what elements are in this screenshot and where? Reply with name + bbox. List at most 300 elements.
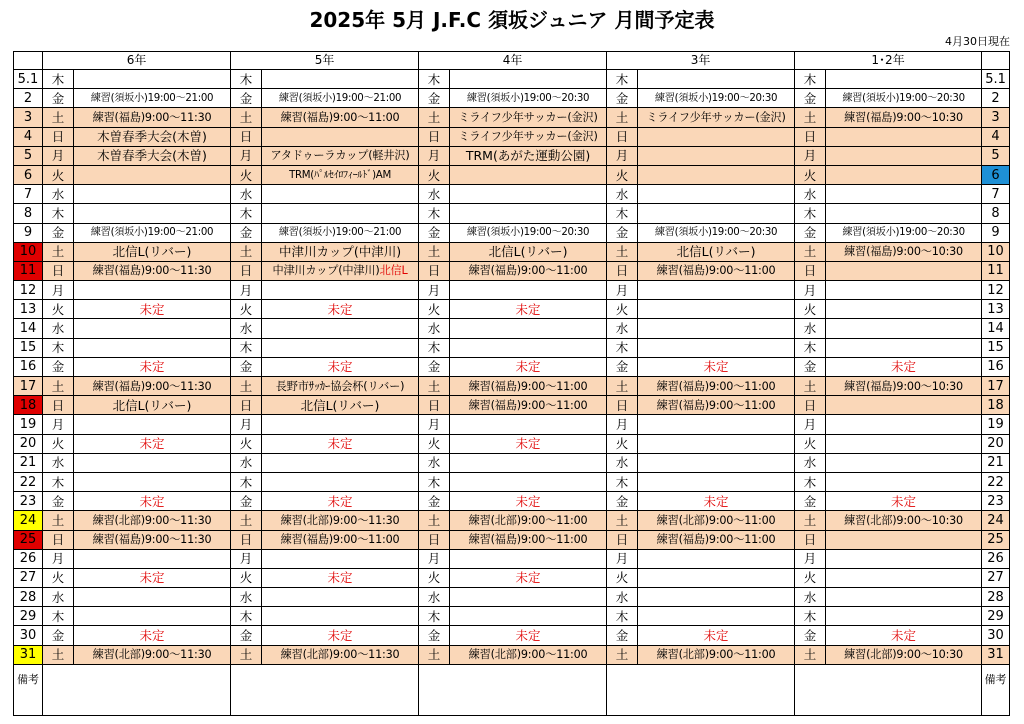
event-cell-grade-1-2: [826, 165, 982, 184]
weekday-cell: 火: [607, 300, 638, 319]
weekday-cell: 木: [43, 204, 74, 223]
event-cell-grade-1-2: [826, 568, 982, 587]
table-row: [14, 70, 1010, 89]
weekday-cell: 日: [419, 396, 450, 415]
weekday-cell: 水: [231, 319, 262, 338]
date-cell: 17: [14, 377, 43, 396]
notes-label-right: 備考: [982, 664, 1010, 715]
event-cell-grade-6: [74, 281, 231, 300]
event-cell-grade-6: 練習(福島)9:00～11:30: [74, 377, 231, 396]
weekday-cell: 火: [231, 165, 262, 184]
event-cell-grade-5: [262, 588, 419, 607]
weekday-cell: 水: [231, 588, 262, 607]
weekday-cell: 金: [607, 223, 638, 242]
date-cell-right: 5: [982, 146, 1010, 165]
weekday-cell: 火: [607, 568, 638, 587]
event-cell-grade-6: [74, 588, 231, 607]
weekday-cell: 土: [419, 242, 450, 261]
event-cell-grade-6: 未定: [74, 492, 231, 511]
weekday-cell: 火: [43, 568, 74, 587]
event-cell-grade-6: 未定: [74, 626, 231, 645]
weekday-cell: 土: [795, 645, 826, 664]
table-row: [14, 396, 1010, 415]
event-cell-grade-3: 未定: [638, 492, 795, 511]
weekday-cell: 日: [607, 530, 638, 549]
weekday-cell: 日: [795, 396, 826, 415]
date-cell: 23: [14, 492, 43, 511]
event-cell-grade-5: 未定: [262, 492, 419, 511]
table-row: [14, 127, 1010, 146]
date-cell: 2: [14, 89, 43, 108]
event-cell-grade-5: 練習(北部)9:00～11:30: [262, 511, 419, 530]
event-cell-grade-3: [638, 165, 795, 184]
weekday-cell: 土: [795, 511, 826, 530]
weekday-cell: 日: [607, 261, 638, 280]
weekday-cell: 金: [43, 626, 74, 645]
weekday-cell: 木: [607, 204, 638, 223]
weekday-cell: 火: [419, 300, 450, 319]
event-cell-grade-1-2: [826, 146, 982, 165]
weekday-cell: 月: [419, 146, 450, 165]
event-cell-grade-6: 未定: [74, 568, 231, 587]
event-cell-grade-4: [450, 338, 607, 357]
date-cell: 3: [14, 108, 43, 127]
table-row: [14, 185, 1010, 204]
table-row: [14, 415, 1010, 434]
date-cell-right: 4: [982, 127, 1010, 146]
weekday-cell: 日: [43, 530, 74, 549]
schedule-table: [13, 51, 1010, 716]
event-cell-grade-1-2: [826, 472, 982, 491]
event-cell-grade-1-2: [826, 127, 982, 146]
weekday-cell: 月: [607, 281, 638, 300]
weekday-cell: 水: [795, 588, 826, 607]
event-cell-grade-5: 長野市ｻｯｶｰ協会杯(リバー): [262, 377, 419, 396]
event-cell-grade-1-2: 未定: [826, 492, 982, 511]
weekday-cell: 木: [607, 70, 638, 89]
weekday-cell: 土: [419, 377, 450, 396]
weekday-cell: 土: [43, 108, 74, 127]
header-grade-4: 4年: [419, 52, 607, 70]
event-cell-grade-4: ミライフ少年サッカー(金沢): [450, 127, 607, 146]
as-of-date: 4月30日現在: [945, 35, 1010, 48]
weekday-cell: 木: [607, 338, 638, 357]
weekday-cell: 土: [419, 511, 450, 530]
weekday-cell: 日: [607, 127, 638, 146]
event-cell-grade-5: 未定: [262, 434, 419, 453]
date-cell-right: 28: [982, 588, 1010, 607]
event-cell-grade-1-2: [826, 396, 982, 415]
event-cell-grade-6: [74, 70, 231, 89]
event-cell-grade-1-2: 練習(須坂小)19:00～20:30: [826, 89, 982, 108]
date-cell-right: 18: [982, 396, 1010, 415]
event-cell-grade-1-2: [826, 453, 982, 472]
weekday-cell: 水: [795, 319, 826, 338]
event-cell-grade-6: [74, 338, 231, 357]
event-cell-grade-5: 中津川カップ(中津川): [262, 242, 419, 261]
event-cell-grade-1-2: [826, 300, 982, 319]
event-cell-grade-5: アタドゥーラカップ(軽井沢): [262, 146, 419, 165]
event-cell-grade-3: [638, 588, 795, 607]
event-cell-grade-3: [638, 549, 795, 568]
date-cell: 30: [14, 626, 43, 645]
weekday-cell: 水: [419, 588, 450, 607]
event-cell-grade-6: [74, 453, 231, 472]
table-row: [14, 588, 1010, 607]
event-cell-grade-4: [450, 453, 607, 472]
weekday-cell: 月: [795, 281, 826, 300]
date-cell-right: 5.1: [982, 70, 1010, 89]
weekday-cell: 月: [419, 415, 450, 434]
weekday-cell: 金: [419, 626, 450, 645]
event-cell-grade-4: 北信L(リバー): [450, 242, 607, 261]
event-cell-grade-3: 練習(福島)9:00～11:00: [638, 396, 795, 415]
weekday-cell: 水: [795, 453, 826, 472]
event-cell-grade-4: [450, 165, 607, 184]
table-row: [14, 89, 1010, 108]
weekday-cell: 金: [795, 492, 826, 511]
event-cell-grade-4: TRM(あがた運動公園): [450, 146, 607, 165]
event-cell-grade-1-2: 練習(北部)9:00～10:30: [826, 645, 982, 664]
weekday-cell: 月: [231, 415, 262, 434]
weekday-cell: 木: [231, 204, 262, 223]
weekday-cell: 木: [795, 204, 826, 223]
event-cell-grade-3: [638, 472, 795, 491]
weekday-cell: 日: [43, 396, 74, 415]
event-cell-grade-3: [638, 415, 795, 434]
weekday-cell: 水: [231, 185, 262, 204]
weekday-cell: 木: [231, 472, 262, 491]
event-cell-grade-6: [74, 185, 231, 204]
event-cell-grade-1-2: [826, 185, 982, 204]
event-cell-grade-4: 未定: [450, 300, 607, 319]
date-cell: 7: [14, 185, 43, 204]
table-row: [14, 472, 1010, 491]
event-cell-grade-6: 練習(北部)9:00～11:30: [74, 645, 231, 664]
header-grade-5: 5年: [231, 52, 419, 70]
weekday-cell: 火: [419, 568, 450, 587]
table-row: [14, 530, 1010, 549]
table-row: [14, 146, 1010, 165]
weekday-cell: 日: [795, 261, 826, 280]
table-row: [14, 319, 1010, 338]
date-cell: 26: [14, 549, 43, 568]
weekday-cell: 土: [607, 511, 638, 530]
event-cell-grade-4: 練習(北部)9:00～11:00: [450, 645, 607, 664]
weekday-cell: 木: [419, 70, 450, 89]
event-cell-grade-5: [262, 185, 419, 204]
event-cell-grade-5: 練習(福島)9:00～11:00: [262, 530, 419, 549]
weekday-cell: 日: [419, 530, 450, 549]
event-cell-grade-3: 未定: [638, 626, 795, 645]
weekday-cell: 土: [231, 511, 262, 530]
event-cell-grade-1-2: 未定: [826, 626, 982, 645]
table-row: [14, 300, 1010, 319]
event-cell-grade-6: 木曽春季大会(木曽): [74, 146, 231, 165]
event-cell-grade-3: [638, 300, 795, 319]
event-cell-grade-5: TRM(ﾊﾟﾙｾｲﾛﾌｨｰﾙﾄﾞ)AM: [262, 165, 419, 184]
weekday-cell: 木: [419, 607, 450, 626]
table-row: [14, 108, 1010, 127]
date-cell: 16: [14, 357, 43, 376]
page-title: 2025年 5月 J.F.C 須坂ジュニア 月間予定表: [309, 8, 715, 32]
date-cell: 6: [14, 165, 43, 184]
header-corner-right: [982, 52, 1010, 70]
notes-cell-grade-1-2: [795, 664, 982, 715]
event-cell-grade-1-2: [826, 261, 982, 280]
weekday-cell: 水: [607, 453, 638, 472]
event-cell-grade-5: [262, 415, 419, 434]
event-cell-grade-4: 練習(北部)9:00～11:00: [450, 511, 607, 530]
event-cell-grade-4: [450, 472, 607, 491]
date-cell-right: 24: [982, 511, 1010, 530]
weekday-cell: 水: [795, 185, 826, 204]
table-row: [14, 453, 1010, 472]
event-cell-grade-3: 北信L(リバー): [638, 242, 795, 261]
event-cell-grade-6: 木曽春季大会(木曽): [74, 127, 231, 146]
date-cell: 22: [14, 472, 43, 491]
event-cell-grade-5: 未定: [262, 300, 419, 319]
weekday-cell: 土: [795, 108, 826, 127]
weekday-cell: 金: [795, 626, 826, 645]
event-cell-grade-5: [262, 453, 419, 472]
date-cell-right: 9: [982, 223, 1010, 242]
event-cell-grade-1-2: 練習(福島)9:00～10:30: [826, 242, 982, 261]
event-cell-grade-3: [638, 127, 795, 146]
event-cell-grade-4: [450, 185, 607, 204]
event-cell-grade-6: 練習(福島)9:00～11:30: [74, 261, 231, 280]
date-cell: 4: [14, 127, 43, 146]
table-row: [14, 357, 1010, 376]
date-cell-right: 3: [982, 108, 1010, 127]
weekday-cell: 土: [795, 242, 826, 261]
event-text: 中津川カップ(中津川): [272, 264, 380, 278]
header-grade-6: 6年: [43, 52, 231, 70]
date-cell-right: 16: [982, 357, 1010, 376]
date-cell-right: 12: [982, 281, 1010, 300]
weekday-cell: 土: [607, 645, 638, 664]
weekday-cell: 水: [607, 185, 638, 204]
weekday-cell: 金: [43, 357, 74, 376]
event-cell-grade-5: 練習(須坂小)19:00～21:00: [262, 89, 419, 108]
date-cell-right: 14: [982, 319, 1010, 338]
event-cell-grade-5: 未定: [262, 357, 419, 376]
event-cell-grade-3: [638, 70, 795, 89]
event-cell-grade-4: [450, 549, 607, 568]
date-cell: 21: [14, 453, 43, 472]
weekday-cell: 土: [419, 645, 450, 664]
event-cell-grade-5: [262, 281, 419, 300]
weekday-cell: 火: [231, 434, 262, 453]
notes-cell-grade-5: [231, 664, 419, 715]
date-cell-right: 20: [982, 434, 1010, 453]
date-cell-right: 17: [982, 377, 1010, 396]
weekday-cell: 水: [43, 588, 74, 607]
weekday-cell: 金: [43, 223, 74, 242]
date-cell-right: 29: [982, 607, 1010, 626]
weekday-cell: 金: [795, 89, 826, 108]
weekday-cell: 土: [43, 511, 74, 530]
weekday-cell: 水: [419, 319, 450, 338]
table-row: [14, 626, 1010, 645]
weekday-cell: 火: [795, 434, 826, 453]
notes-cell-grade-3: [607, 664, 795, 715]
weekday-cell: 金: [607, 492, 638, 511]
weekday-cell: 木: [43, 472, 74, 491]
weekday-cell: 土: [607, 242, 638, 261]
event-cell-grade-5: [262, 338, 419, 357]
event-cell-grade-3: [638, 607, 795, 626]
date-cell: 18: [14, 396, 43, 415]
weekday-cell: 月: [419, 281, 450, 300]
event-cell-grade-1-2: 未定: [826, 357, 982, 376]
table-row: [14, 281, 1010, 300]
date-cell: 29: [14, 607, 43, 626]
weekday-cell: 月: [231, 281, 262, 300]
event-cell-grade-5: [262, 261, 419, 280]
event-cell-grade-4: 練習(福島)9:00～11:00: [450, 261, 607, 280]
event-cell-grade-6: 練習(須坂小)19:00～21:00: [74, 223, 231, 242]
weekday-cell: 木: [795, 607, 826, 626]
weekday-cell: 木: [795, 70, 826, 89]
event-cell-grade-5: [262, 472, 419, 491]
weekday-cell: 木: [43, 607, 74, 626]
event-cell-grade-5: [262, 204, 419, 223]
event-cell-grade-4: [450, 415, 607, 434]
event-cell-grade-6: 未定: [74, 357, 231, 376]
event-cell-grade-5: 練習(須坂小)19:00～21:00: [262, 223, 419, 242]
event-cell-grade-6: 未定: [74, 434, 231, 453]
table-row: [14, 377, 1010, 396]
event-cell-grade-1-2: [826, 549, 982, 568]
weekday-cell: 日: [43, 261, 74, 280]
date-cell-right: 30: [982, 626, 1010, 645]
event-cell-grade-1-2: [826, 204, 982, 223]
event-cell-grade-6: [74, 165, 231, 184]
event-cell-grade-3: [638, 338, 795, 357]
weekday-cell: 日: [231, 530, 262, 549]
event-cell-grade-6: [74, 607, 231, 626]
event-cell-grade-6: 練習(福島)9:00～11:30: [74, 108, 231, 127]
event-cell-grade-1-2: 練習(須坂小)19:00～20:30: [826, 223, 982, 242]
event-cell-grade-1-2: [826, 281, 982, 300]
event-cell-grade-6: [74, 549, 231, 568]
event-cell-grade-5: [262, 127, 419, 146]
weekday-cell: 金: [231, 492, 262, 511]
weekday-cell: 火: [419, 165, 450, 184]
table-row: [14, 434, 1010, 453]
event-cell-grade-6: [74, 472, 231, 491]
weekday-cell: 水: [419, 185, 450, 204]
date-cell-right: 7: [982, 185, 1010, 204]
weekday-cell: 日: [231, 261, 262, 280]
date-cell-right: 31: [982, 645, 1010, 664]
event-cell-grade-4: ミライフ少年サッカー(金沢): [450, 108, 607, 127]
event-cell-grade-4: 練習(須坂小)19:00～20:30: [450, 223, 607, 242]
event-suffix: 北信L: [379, 264, 408, 278]
event-cell-grade-6: 練習(福島)9:00～11:30: [74, 530, 231, 549]
weekday-cell: 土: [231, 645, 262, 664]
event-cell-grade-4: 練習(福島)9:00～11:00: [450, 530, 607, 549]
table-row: [14, 492, 1010, 511]
event-cell-grade-5: 未定: [262, 626, 419, 645]
weekday-cell: 金: [419, 89, 450, 108]
event-cell-grade-3: 練習(北部)9:00～11:00: [638, 645, 795, 664]
table-row: [14, 549, 1010, 568]
event-cell-grade-3: [638, 434, 795, 453]
date-cell: 11: [14, 261, 43, 280]
weekday-cell: 金: [231, 223, 262, 242]
weekday-cell: 木: [419, 472, 450, 491]
weekday-cell: 木: [795, 338, 826, 357]
weekday-cell: 火: [795, 300, 826, 319]
weekday-cell: 金: [607, 626, 638, 645]
date-cell: 13: [14, 300, 43, 319]
weekday-cell: 木: [43, 70, 74, 89]
weekday-cell: 土: [43, 377, 74, 396]
event-cell-grade-1-2: [826, 588, 982, 607]
table-row: [14, 338, 1010, 357]
event-cell-grade-4: [450, 319, 607, 338]
date-cell: 24: [14, 511, 43, 530]
date-cell-right: 26: [982, 549, 1010, 568]
weekday-cell: 日: [795, 530, 826, 549]
event-cell-grade-3: 未定: [638, 357, 795, 376]
notes-cell-grade-6: [43, 664, 231, 715]
date-cell: 12: [14, 281, 43, 300]
event-cell-grade-4: [450, 281, 607, 300]
date-cell-right: 21: [982, 453, 1010, 472]
weekday-cell: 火: [231, 568, 262, 587]
notes-row: [14, 664, 1010, 715]
weekday-cell: 木: [419, 338, 450, 357]
weekday-cell: 金: [419, 492, 450, 511]
weekday-cell: 火: [419, 434, 450, 453]
weekday-cell: 月: [607, 415, 638, 434]
event-cell-grade-1-2: [826, 434, 982, 453]
event-cell-grade-3: [638, 146, 795, 165]
event-cell-grade-4: 未定: [450, 492, 607, 511]
weekday-cell: 金: [607, 357, 638, 376]
event-cell-grade-6: [74, 204, 231, 223]
date-cell-right: 27: [982, 568, 1010, 587]
table-row: [14, 165, 1010, 184]
event-cell-grade-5: 北信L(リバー): [262, 396, 419, 415]
weekday-cell: 木: [231, 338, 262, 357]
table-row: [14, 568, 1010, 587]
event-cell-grade-4: [450, 607, 607, 626]
date-cell-right: 2: [982, 89, 1010, 108]
weekday-cell: 水: [607, 319, 638, 338]
event-cell-grade-3: [638, 568, 795, 587]
event-cell-grade-4: 未定: [450, 568, 607, 587]
table-row: [14, 607, 1010, 626]
weekday-cell: 日: [231, 127, 262, 146]
event-cell-grade-6: 練習(北部)9:00～11:30: [74, 511, 231, 530]
weekday-cell: 土: [231, 242, 262, 261]
date-cell: 27: [14, 568, 43, 587]
weekday-cell: 木: [43, 338, 74, 357]
event-cell-grade-4: 未定: [450, 434, 607, 453]
weekday-cell: 金: [795, 223, 826, 242]
event-cell-grade-6: 北信L(リバー): [74, 242, 231, 261]
weekday-cell: 木: [231, 70, 262, 89]
event-cell-grade-6: 未定: [74, 300, 231, 319]
event-cell-grade-4: [450, 588, 607, 607]
date-cell-right: 10: [982, 242, 1010, 261]
weekday-cell: 火: [607, 165, 638, 184]
event-cell-grade-1-2: 練習(福島)9:00～10:30: [826, 377, 982, 396]
